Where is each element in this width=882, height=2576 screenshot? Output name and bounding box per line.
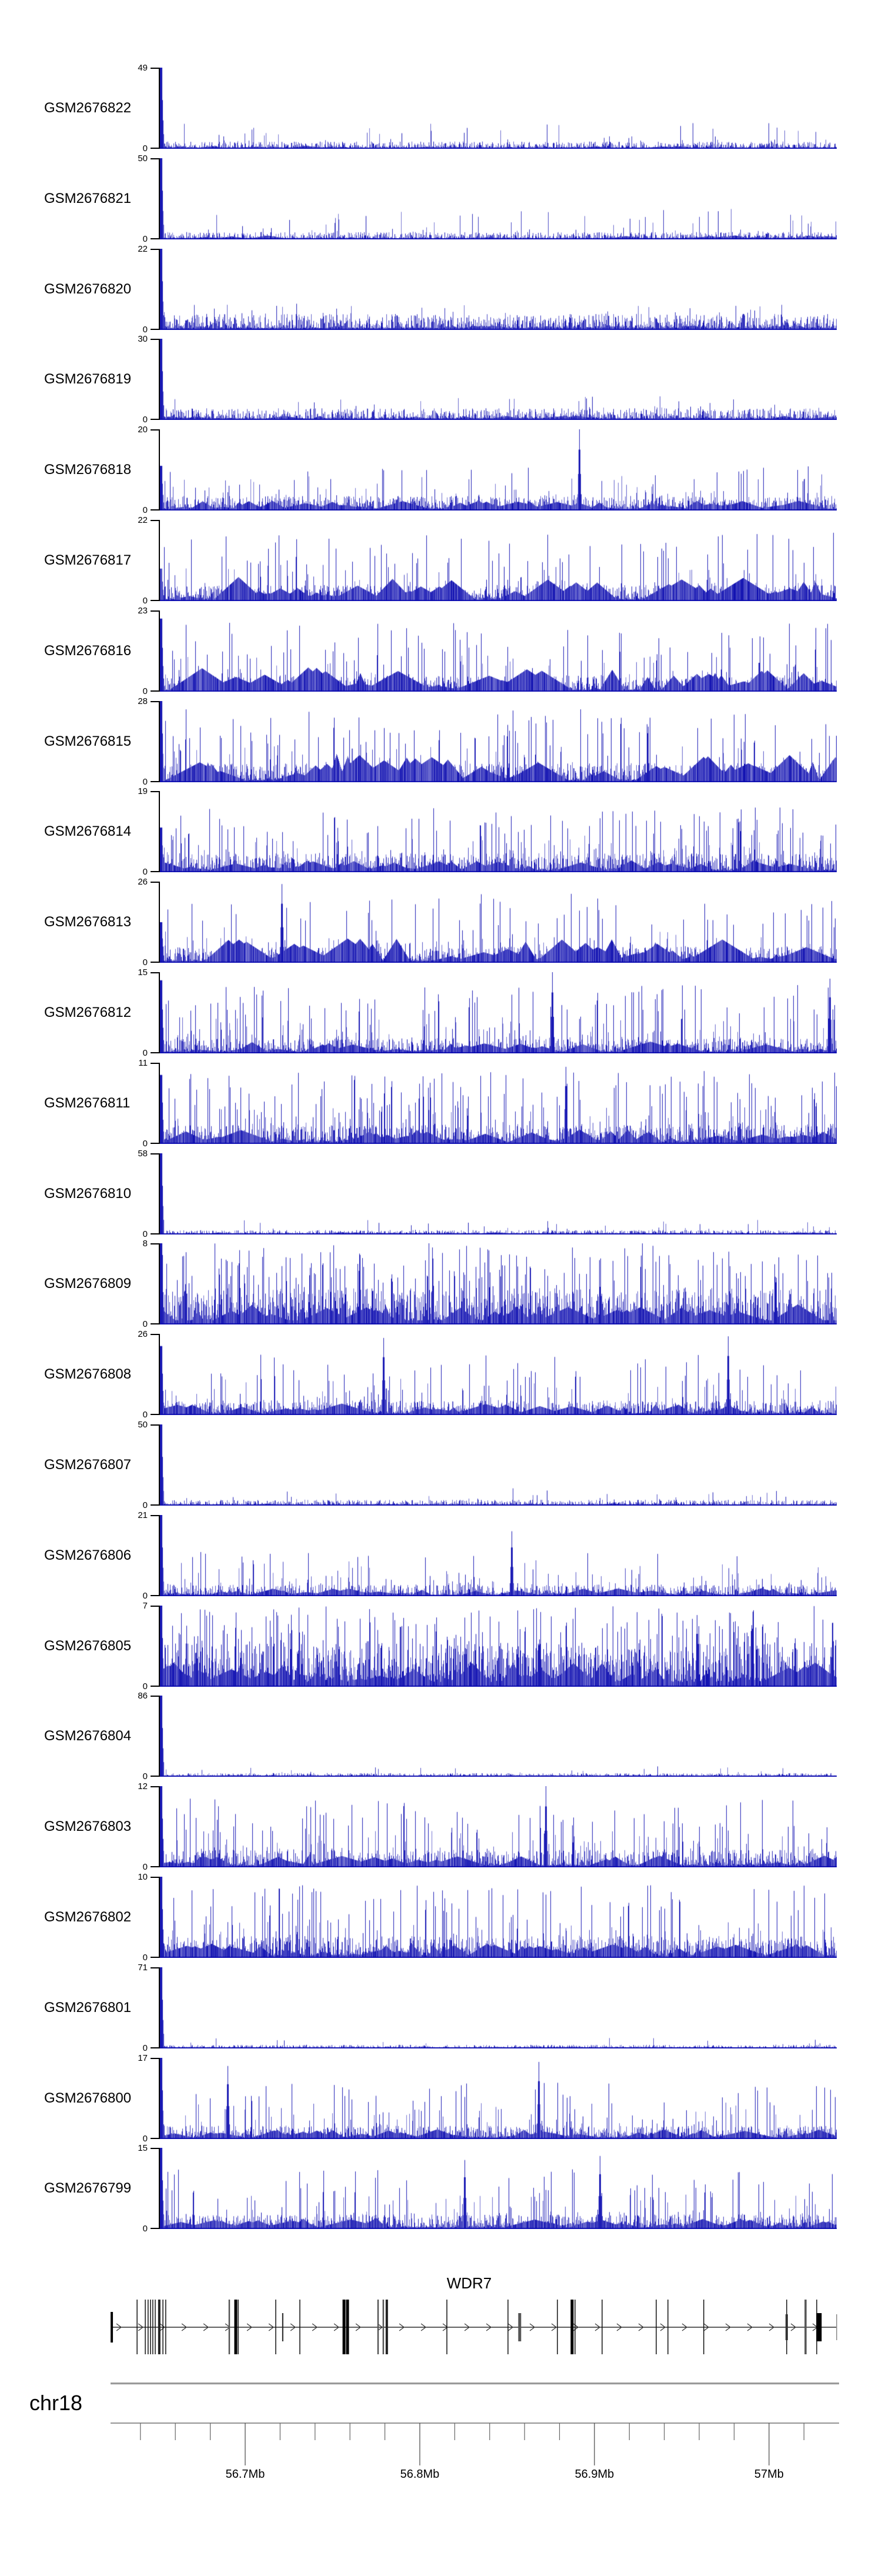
y-axis-bottom-tick xyxy=(151,781,159,782)
y-axis-zero-label: 0 xyxy=(142,1138,148,1149)
track-label: GSM2676811 xyxy=(44,1095,131,1111)
y-axis-zero-label: 0 xyxy=(142,2133,148,2144)
y-axis-top-tick xyxy=(151,520,159,521)
y-axis-top-tick xyxy=(151,158,159,159)
signal-track xyxy=(0,425,882,516)
coverage-signal xyxy=(160,1515,837,1596)
coverage-signal xyxy=(160,1153,837,1234)
y-axis-zero-label: 0 xyxy=(142,324,148,335)
y-axis-top-tick xyxy=(151,1967,159,1968)
y-axis-bottom-tick xyxy=(151,2047,159,2048)
y-axis-top-tick xyxy=(151,429,159,431)
coverage-signal xyxy=(160,1967,837,2048)
signal-track xyxy=(0,334,882,425)
track-label: GSM2676800 xyxy=(44,2090,132,2106)
signal-track xyxy=(0,1600,882,1691)
y-axis-bottom-tick xyxy=(151,329,159,330)
coverage-signal xyxy=(160,1696,837,1777)
y-axis-max-label: 17 xyxy=(138,2053,148,2063)
signal-track xyxy=(0,1420,882,1510)
y-axis-bottom-tick xyxy=(151,1776,159,1777)
coverage-signal xyxy=(160,339,837,420)
y-axis-max-label: 21 xyxy=(138,1510,148,1520)
chromosome-axis-track xyxy=(0,2379,882,2485)
y-axis-max-label: 26 xyxy=(138,877,148,887)
axis-tick-label: 57Mb xyxy=(754,2468,784,2481)
track-label: GSM2676815 xyxy=(44,733,132,749)
y-axis-bottom-tick xyxy=(151,509,159,510)
y-axis-zero-label: 0 xyxy=(142,2224,148,2234)
y-axis-bottom-tick xyxy=(151,1233,159,1234)
y-axis-zero-label: 0 xyxy=(142,505,148,516)
signal-track xyxy=(0,1691,882,1782)
y-axis-top-tick xyxy=(151,701,159,702)
signal-track xyxy=(0,1510,882,1601)
genome-axis xyxy=(0,2379,882,2485)
track-label: GSM2676812 xyxy=(44,1005,132,1020)
y-axis-zero-label: 0 xyxy=(142,1590,148,1601)
y-axis-top-tick xyxy=(151,68,159,69)
y-axis-bottom-tick xyxy=(151,1504,159,1506)
y-axis-max-label: 20 xyxy=(138,425,148,435)
signal-track xyxy=(0,1239,882,1330)
y-axis-bottom-tick xyxy=(151,1595,159,1596)
track-label: GSM2676808 xyxy=(44,1366,132,1383)
y-axis-top-tick xyxy=(151,1696,159,1697)
y-axis-max-label: 23 xyxy=(138,605,148,616)
axis-tick-label: 56.8Mb xyxy=(400,2468,440,2481)
coverage-signal xyxy=(160,1243,837,1324)
track-label: GSM2676805 xyxy=(44,1637,132,1654)
y-axis-max-label: 7 xyxy=(142,1600,148,1611)
y-axis-zero-label: 0 xyxy=(142,1862,148,1873)
coverage-signal xyxy=(160,1063,837,1144)
signal-track xyxy=(0,63,882,154)
y-axis-max-label: 86 xyxy=(138,1691,148,1701)
y-axis-top-tick xyxy=(151,1243,159,1244)
coverage-signal xyxy=(160,249,837,330)
coverage-signal xyxy=(160,1786,837,1867)
coverage-signal xyxy=(160,158,837,239)
y-axis-max-label: 10 xyxy=(138,1872,148,1882)
y-axis-bottom-tick xyxy=(151,1957,159,1958)
y-axis-zero-label: 0 xyxy=(142,2043,148,2053)
signal-track xyxy=(0,696,882,787)
y-axis-max-label: 8 xyxy=(142,1239,148,1249)
y-axis-max-label: 15 xyxy=(138,967,148,977)
y-axis-max-label: 15 xyxy=(138,2143,148,2154)
y-axis-max-label: 26 xyxy=(138,1329,148,1340)
y-axis-top-tick xyxy=(151,882,159,883)
track-label: GSM2676809 xyxy=(44,1276,132,1292)
axis-tick-label: 56.9Mb xyxy=(574,2468,614,2481)
y-axis-bottom-tick xyxy=(151,1143,159,1144)
track-label: GSM2676806 xyxy=(44,1547,132,1563)
y-axis-zero-label: 0 xyxy=(142,1048,148,1058)
y-axis-bottom-tick xyxy=(151,690,159,692)
y-axis-zero-label: 0 xyxy=(142,1229,148,1239)
y-axis-top-tick xyxy=(151,1606,159,1607)
y-axis-top-tick xyxy=(151,1063,159,1064)
axis-tick-label: 56.7Mb xyxy=(225,2468,265,2481)
y-axis-max-label: 71 xyxy=(138,1962,148,1973)
coverage-signal xyxy=(160,520,837,601)
track-label: GSM2676810 xyxy=(44,1185,132,1202)
y-axis-bottom-tick xyxy=(151,600,159,601)
signal-track xyxy=(0,605,882,696)
coverage-signal xyxy=(160,429,837,510)
signal-track xyxy=(0,1148,882,1239)
y-axis-bottom-tick xyxy=(151,2228,159,2229)
y-axis-zero-label: 0 xyxy=(142,1681,148,1691)
signal-track xyxy=(0,877,882,968)
y-axis-bottom-tick xyxy=(151,962,159,963)
y-axis-top-tick xyxy=(151,249,159,250)
signal-track xyxy=(0,786,882,877)
track-label: GSM2676816 xyxy=(44,642,132,659)
y-axis-max-label: 50 xyxy=(138,153,148,163)
y-axis-top-tick xyxy=(151,1424,159,1426)
y-axis-max-label: 19 xyxy=(138,786,148,797)
coverage-signal xyxy=(160,701,837,782)
coverage-signal xyxy=(160,1877,837,1958)
coverage-signal xyxy=(160,882,837,963)
track-label: GSM2676801 xyxy=(44,1999,132,2016)
y-axis-top-tick xyxy=(151,791,159,792)
signal-track xyxy=(0,1872,882,1963)
y-axis-zero-label: 0 xyxy=(142,1319,148,1330)
y-axis-bottom-tick xyxy=(151,1323,159,1324)
y-axis-top-tick xyxy=(151,1786,159,1787)
coverage-signal xyxy=(160,1424,837,1506)
signal-track xyxy=(0,515,882,606)
y-axis-bottom-tick xyxy=(151,419,159,420)
gene-track xyxy=(0,2274,882,2361)
y-axis-max-label: 30 xyxy=(138,334,148,345)
signal-track xyxy=(0,1781,882,1873)
signal-track xyxy=(0,967,882,1058)
track-label: GSM2676818 xyxy=(44,462,132,478)
y-axis-zero-label: 0 xyxy=(142,596,148,606)
signal-track xyxy=(0,1329,882,1420)
coverage-signal xyxy=(160,791,837,872)
y-axis-max-label: 22 xyxy=(138,243,148,254)
coverage-signal xyxy=(160,68,837,149)
y-axis-max-label: 49 xyxy=(138,63,148,73)
y-axis-zero-label: 0 xyxy=(142,957,148,968)
track-label: GSM2676813 xyxy=(44,914,132,930)
track-label: GSM2676822 xyxy=(44,100,132,116)
gene-name-label: WDR7 xyxy=(446,2274,492,2292)
y-axis-zero-label: 0 xyxy=(142,686,148,696)
y-axis-top-tick xyxy=(151,1877,159,1878)
y-axis-top-tick xyxy=(151,972,159,973)
y-axis-bottom-tick xyxy=(151,2138,159,2139)
y-axis-top-tick xyxy=(151,1153,159,1154)
y-axis-zero-label: 0 xyxy=(142,1410,148,1420)
signal-track xyxy=(0,243,882,335)
y-axis-zero-label: 0 xyxy=(142,1500,148,1510)
y-axis-top-tick xyxy=(151,2058,159,2059)
track-label: GSM2676802 xyxy=(44,1909,132,1925)
y-axis-zero-label: 0 xyxy=(142,415,148,425)
track-label: GSM2676799 xyxy=(44,2180,132,2197)
y-axis-max-label: 28 xyxy=(138,696,148,706)
coverage-signal xyxy=(160,972,837,1053)
y-axis-zero-label: 0 xyxy=(142,1771,148,1782)
chromosome-label: chr18 xyxy=(29,2391,83,2415)
coverage-signal xyxy=(160,1606,837,1687)
y-axis-zero-label: 0 xyxy=(142,144,148,154)
track-label: GSM2676804 xyxy=(44,1728,132,1744)
track-label: GSM2676819 xyxy=(44,371,132,388)
y-axis-top-tick xyxy=(151,1334,159,1335)
signal-track xyxy=(0,2143,882,2234)
signal-track xyxy=(0,2053,882,2144)
track-label: GSM2676814 xyxy=(44,823,132,840)
y-axis-top-tick xyxy=(151,610,159,612)
y-axis-top-tick xyxy=(151,339,159,340)
track-label: GSM2676821 xyxy=(44,190,132,206)
track-label: GSM2676817 xyxy=(44,552,132,568)
y-axis-top-tick xyxy=(151,2148,159,2149)
y-axis-bottom-tick xyxy=(151,1052,159,1053)
y-axis-zero-label: 0 xyxy=(142,1953,148,1963)
y-axis-top-tick xyxy=(151,1515,159,1516)
track-label: GSM2676803 xyxy=(44,1818,132,1835)
coverage-signal xyxy=(160,610,837,692)
y-axis-bottom-tick xyxy=(151,1686,159,1687)
y-axis-max-label: 22 xyxy=(138,515,148,525)
y-axis-bottom-tick xyxy=(151,871,159,872)
y-axis-max-label: 50 xyxy=(138,1420,148,1430)
signal-track xyxy=(0,1962,882,2053)
y-axis-max-label: 12 xyxy=(138,1781,148,1792)
coverage-signal xyxy=(160,2058,837,2139)
y-axis-max-label: 11 xyxy=(138,1057,148,1068)
y-axis-zero-label: 0 xyxy=(142,233,148,244)
coverage-signal xyxy=(160,2148,837,2229)
signal-track xyxy=(0,1057,882,1149)
signal-track xyxy=(0,153,882,244)
y-axis-zero-label: 0 xyxy=(142,867,148,877)
y-axis-bottom-tick xyxy=(151,148,159,149)
y-axis-bottom-tick xyxy=(151,1866,159,1867)
coverage-signal xyxy=(160,1334,837,1415)
track-label: GSM2676820 xyxy=(44,281,132,297)
track-label: GSM2676807 xyxy=(44,1457,132,1473)
y-axis-bottom-tick xyxy=(151,1414,159,1415)
y-axis-bottom-tick xyxy=(151,238,159,239)
y-axis-zero-label: 0 xyxy=(142,776,148,787)
gene-model xyxy=(0,2297,882,2361)
y-axis-max-label: 58 xyxy=(138,1148,148,1159)
